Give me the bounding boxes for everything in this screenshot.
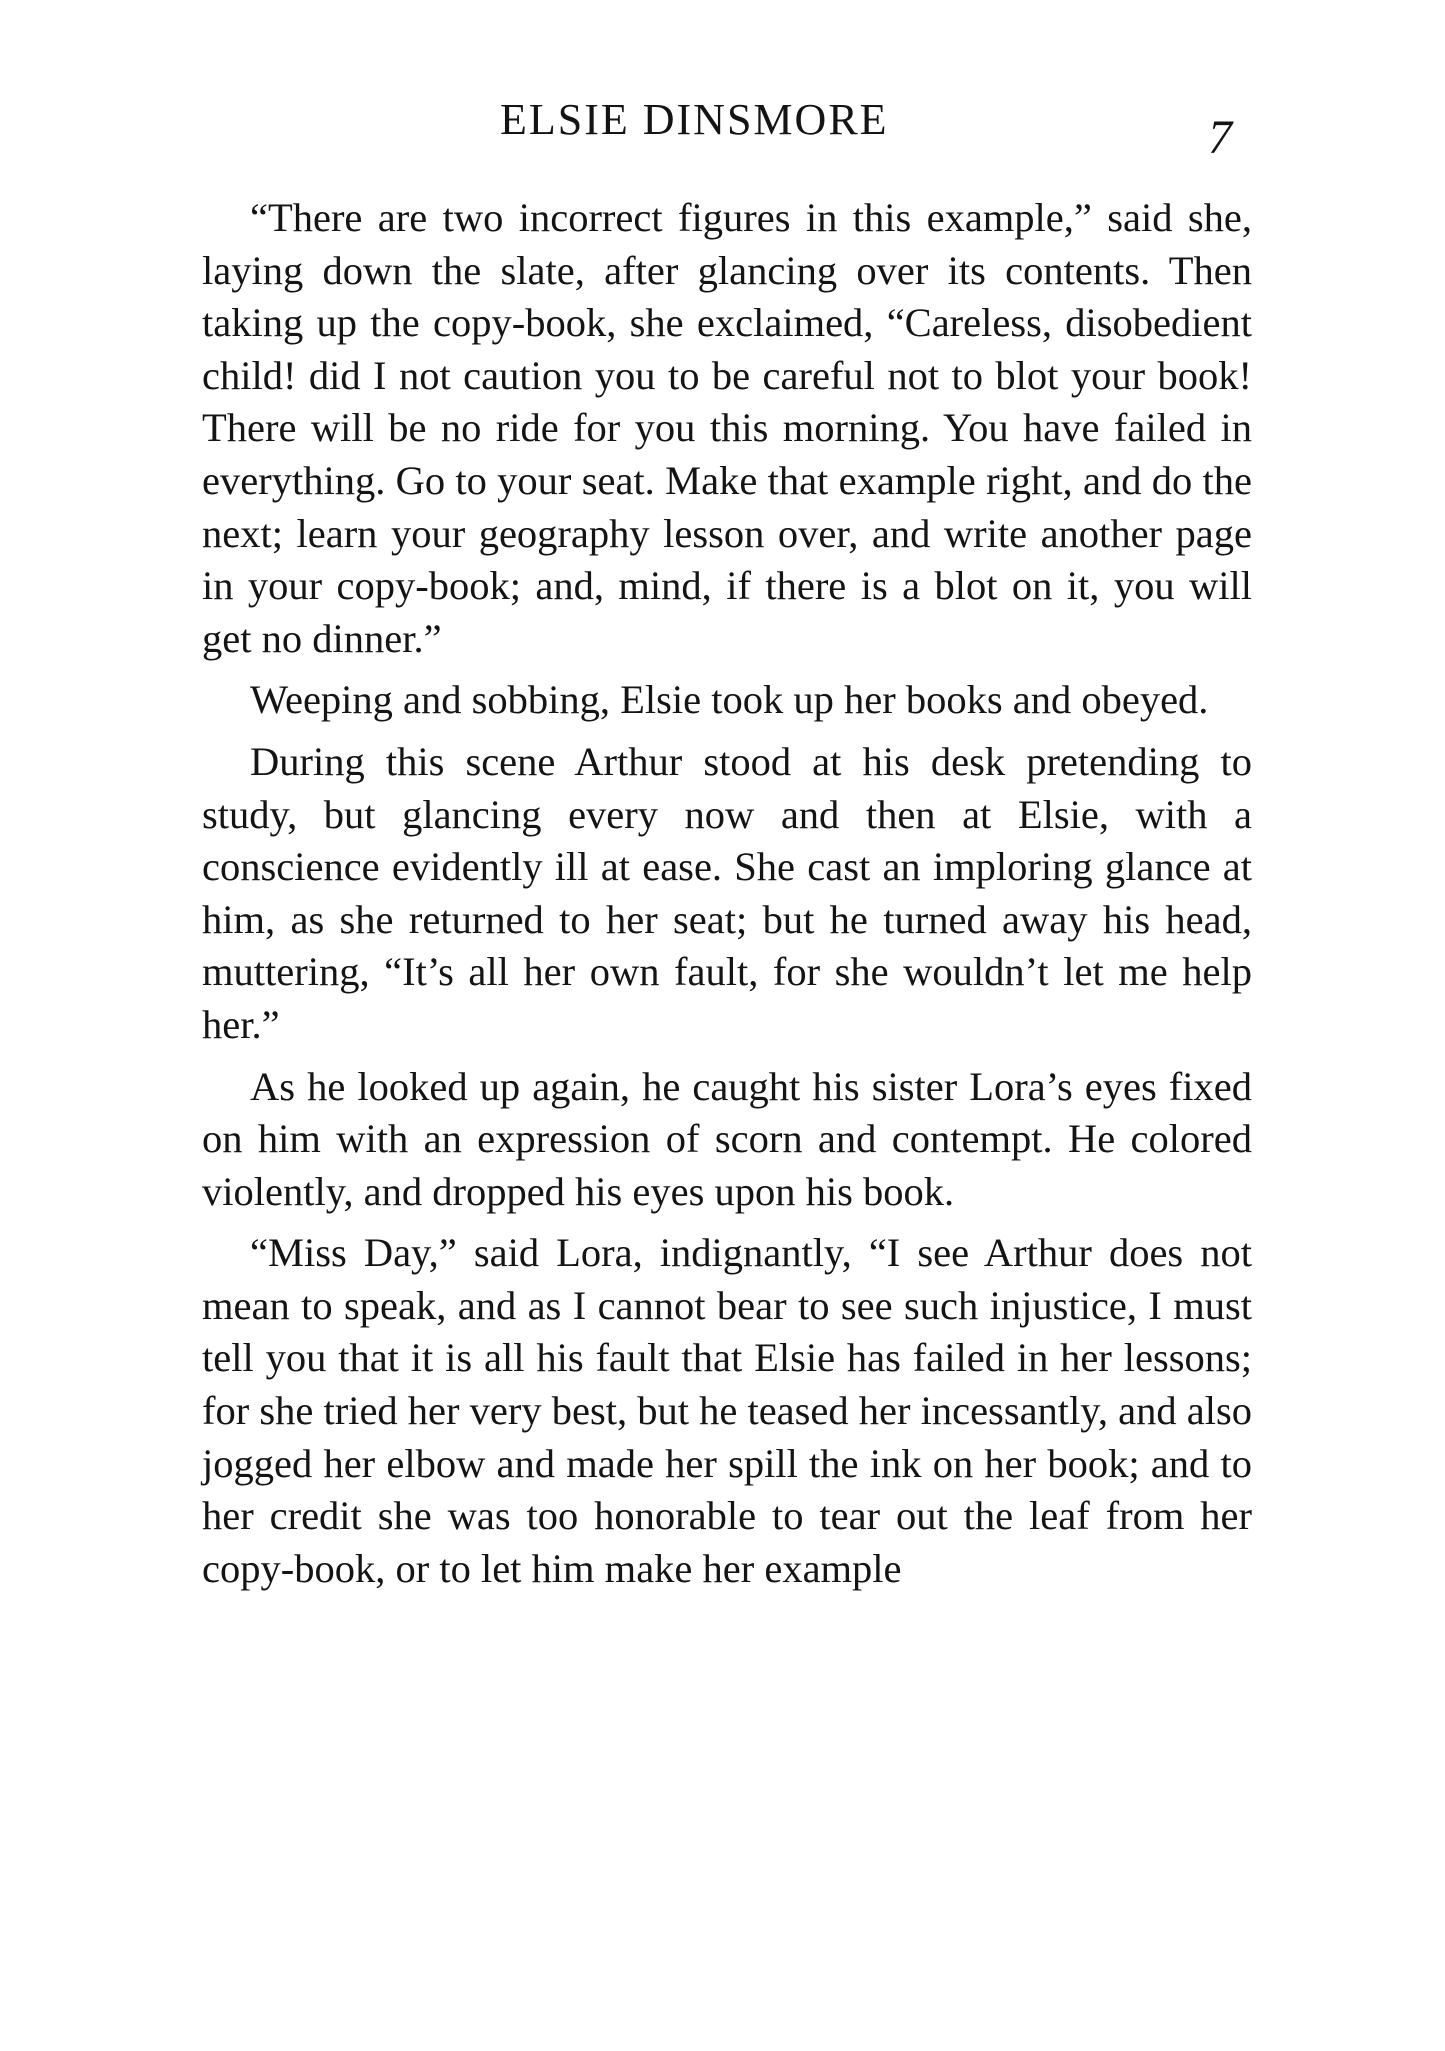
page-number: 7 bbox=[1208, 111, 1232, 164]
paragraph: As he looked up again, he caught his sister Lora’s eyes fixed on him with an expression of scorn and contempt. He colored violently, and dropped his eyes upon his book. bbox=[202, 1063, 1252, 1214]
paragraph: “There are two incorrect figures in this example,” said she, laying down the slate, after glancing over its contents. Then taking up the copy-book, she exclaimed, “Careless, disobedient child! did I not caution you to be careful not to blot your book! There will be no ride for you this morning. You have failed in everything. Go to your seat. Make that example right, and do the next; learn your geography lesson over, and write another page in your copy-book; and, mind, if there is a blot on it, you will get no dinner.” bbox=[202, 195, 1252, 661]
paragraph: Weeping and sobbing, Elsie took up her books and obeyed. bbox=[250, 677, 1209, 723]
running-title: ELSIE DINSMORE bbox=[500, 95, 889, 144]
paragraph: “Miss Day,” said Lora, indignantly, “I see Arthur does not mean to speak, and as I cannot bear to see such injustice, I must tell you that it is all his fault that Elsie has failed in her lessons; for she tried her very best, but he teased her incessantly, and also jogged her elbow and made her spill the ink on her book; and to her credit she was too honorable to tear out the leaf from her copy-book, or to let him make her example bbox=[202, 1230, 1253, 1591]
body-text bbox=[202, 192, 1252, 1595]
paragraph: During this scene Arthur stood at his desk pretending to study, but glancing every now and then at Elsie, with a conscience evidently ill at ease. She cast an imploring glance at him, as she returned to her seat; but he turned away his head, muttering, “It’s all her own fault, for she wouldn’t let me help her.” bbox=[202, 738, 1252, 1047]
